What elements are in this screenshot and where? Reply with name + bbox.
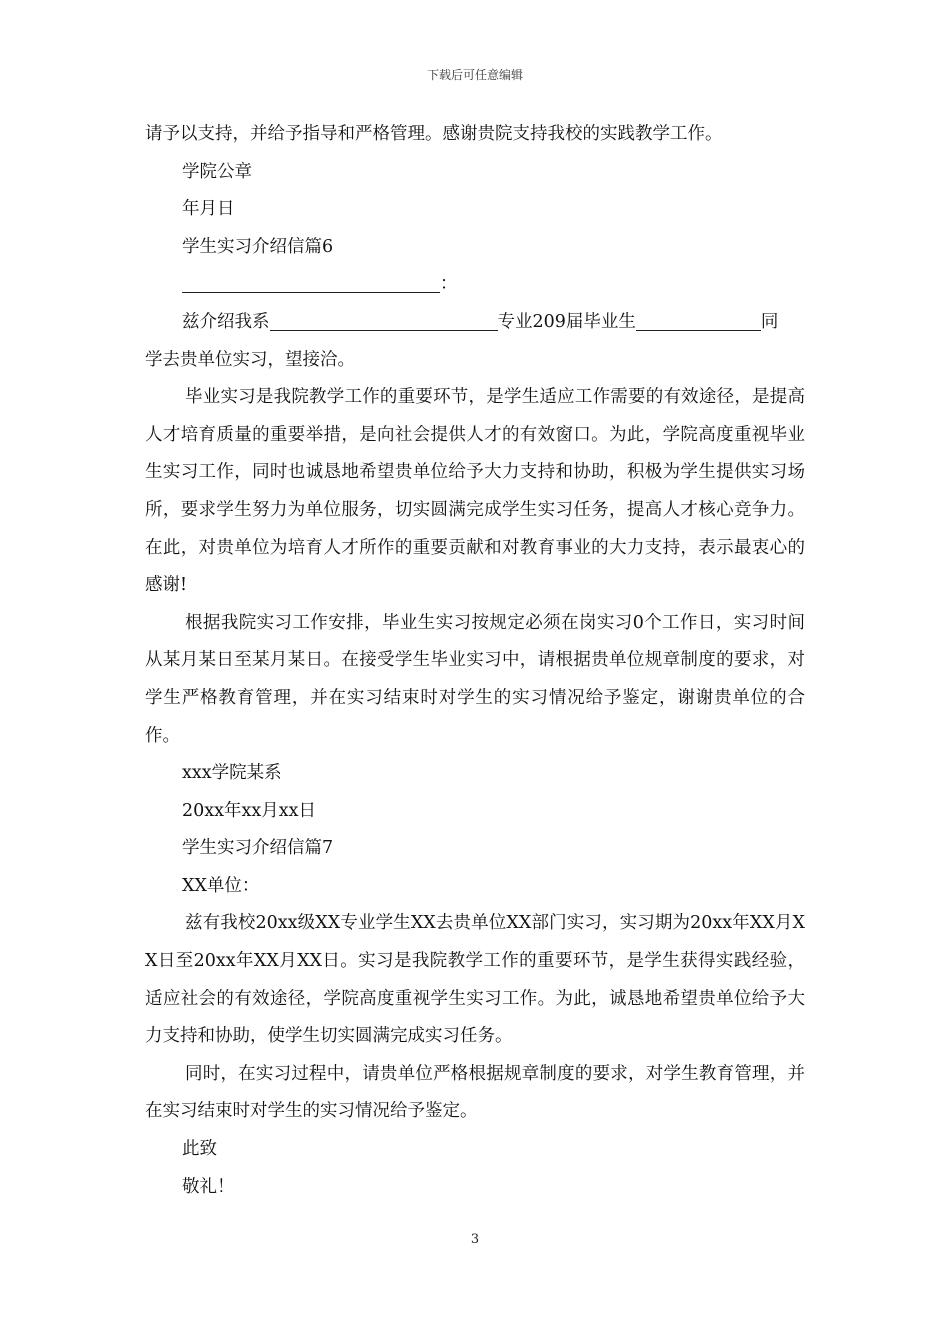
closing-line: 敬礼！ — [182, 1176, 235, 1197]
letter-title-6: 学生实习介绍信篇6 — [182, 236, 334, 257]
date-line: 年月日 — [182, 199, 235, 220]
document-body — [145, 116, 805, 1206]
page-number: 3 — [470, 1232, 480, 1247]
recipient-line — [145, 266, 805, 304]
paragraph: 根据我院实习工作安排，毕业生实习按规定必须在岗实习0个工作日，实习时间从某月某日至某月某日。在接受学生毕业实习中，请根据贵单位规章制度的要求，对学生严格教育管理，并在实习结束时对学生的实习情况给予鉴定，谢谢贵单位的合作。 — [145, 612, 805, 746]
seal-line: 学院公章 — [182, 161, 252, 182]
recipient-line: XX单位： — [182, 875, 260, 896]
colon: ： — [440, 274, 458, 295]
signature-org: xxx学院某系 — [182, 763, 282, 784]
letter-title-7: 学生实习介绍信篇7 — [182, 838, 334, 859]
paragraph: 同时，在实习过程中，请贵单位严格根据规章制度的要求，对学生教育管理，并在实习结束时对学生的实习情况给予鉴定。 — [145, 1063, 805, 1122]
intro-text-c: 同 — [760, 311, 779, 332]
closing-line: 此致 — [182, 1139, 217, 1160]
paragraph: 兹有我校20xx级XX专业学生XX去贵单位XX部门实习，实习期为20xx年XX月XX日至20xx年XX月XX日。实习是我院教学工作的重要环节，是学生获得实践经验，适应社会的有效途径，学院高度重视学生实习工作。为此，诚恳地希望贵单位给予大力支持和协助，使学生切实圆满完成实习任务。 — [145, 913, 805, 1047]
intro-line — [145, 304, 805, 342]
intro-text-a: 兹介绍我系 — [182, 311, 270, 332]
student-blank — [636, 308, 761, 331]
text-line: 请予以支持，并给予指导和严格管理。感谢贵院支持我校的实践教学工作。 — [145, 124, 723, 144]
major-blank — [270, 308, 498, 331]
recipient-blank — [182, 270, 440, 293]
page-header: 下载后可任意编辑 — [426, 68, 523, 82]
paragraph: 毕业实习是我院教学工作的重要环节，是学生适应工作需要的有效途径，是提高人才培育质量的重要举措，是向社会提供人才的有效窗口。为此，学院高度重视毕业生实习工作，同时也诚恳地希望贵单位给予大力支持和协助，积极为学生提供实习场所，要求学生努力为单位服务，切实圆满完成学生实习任务，提高人才核心竞争力。在此，对贵单位为培育人才所作的重要贡献和对教育事业的大力支持，表示最衷心的感谢! — [145, 387, 805, 596]
signature-date: 20xx年xx月xx日 — [182, 800, 316, 821]
intro-text-b: 专业209届毕业生 — [497, 311, 636, 332]
text-line: 学去贵单位实习，望接洽。 — [145, 349, 355, 370]
